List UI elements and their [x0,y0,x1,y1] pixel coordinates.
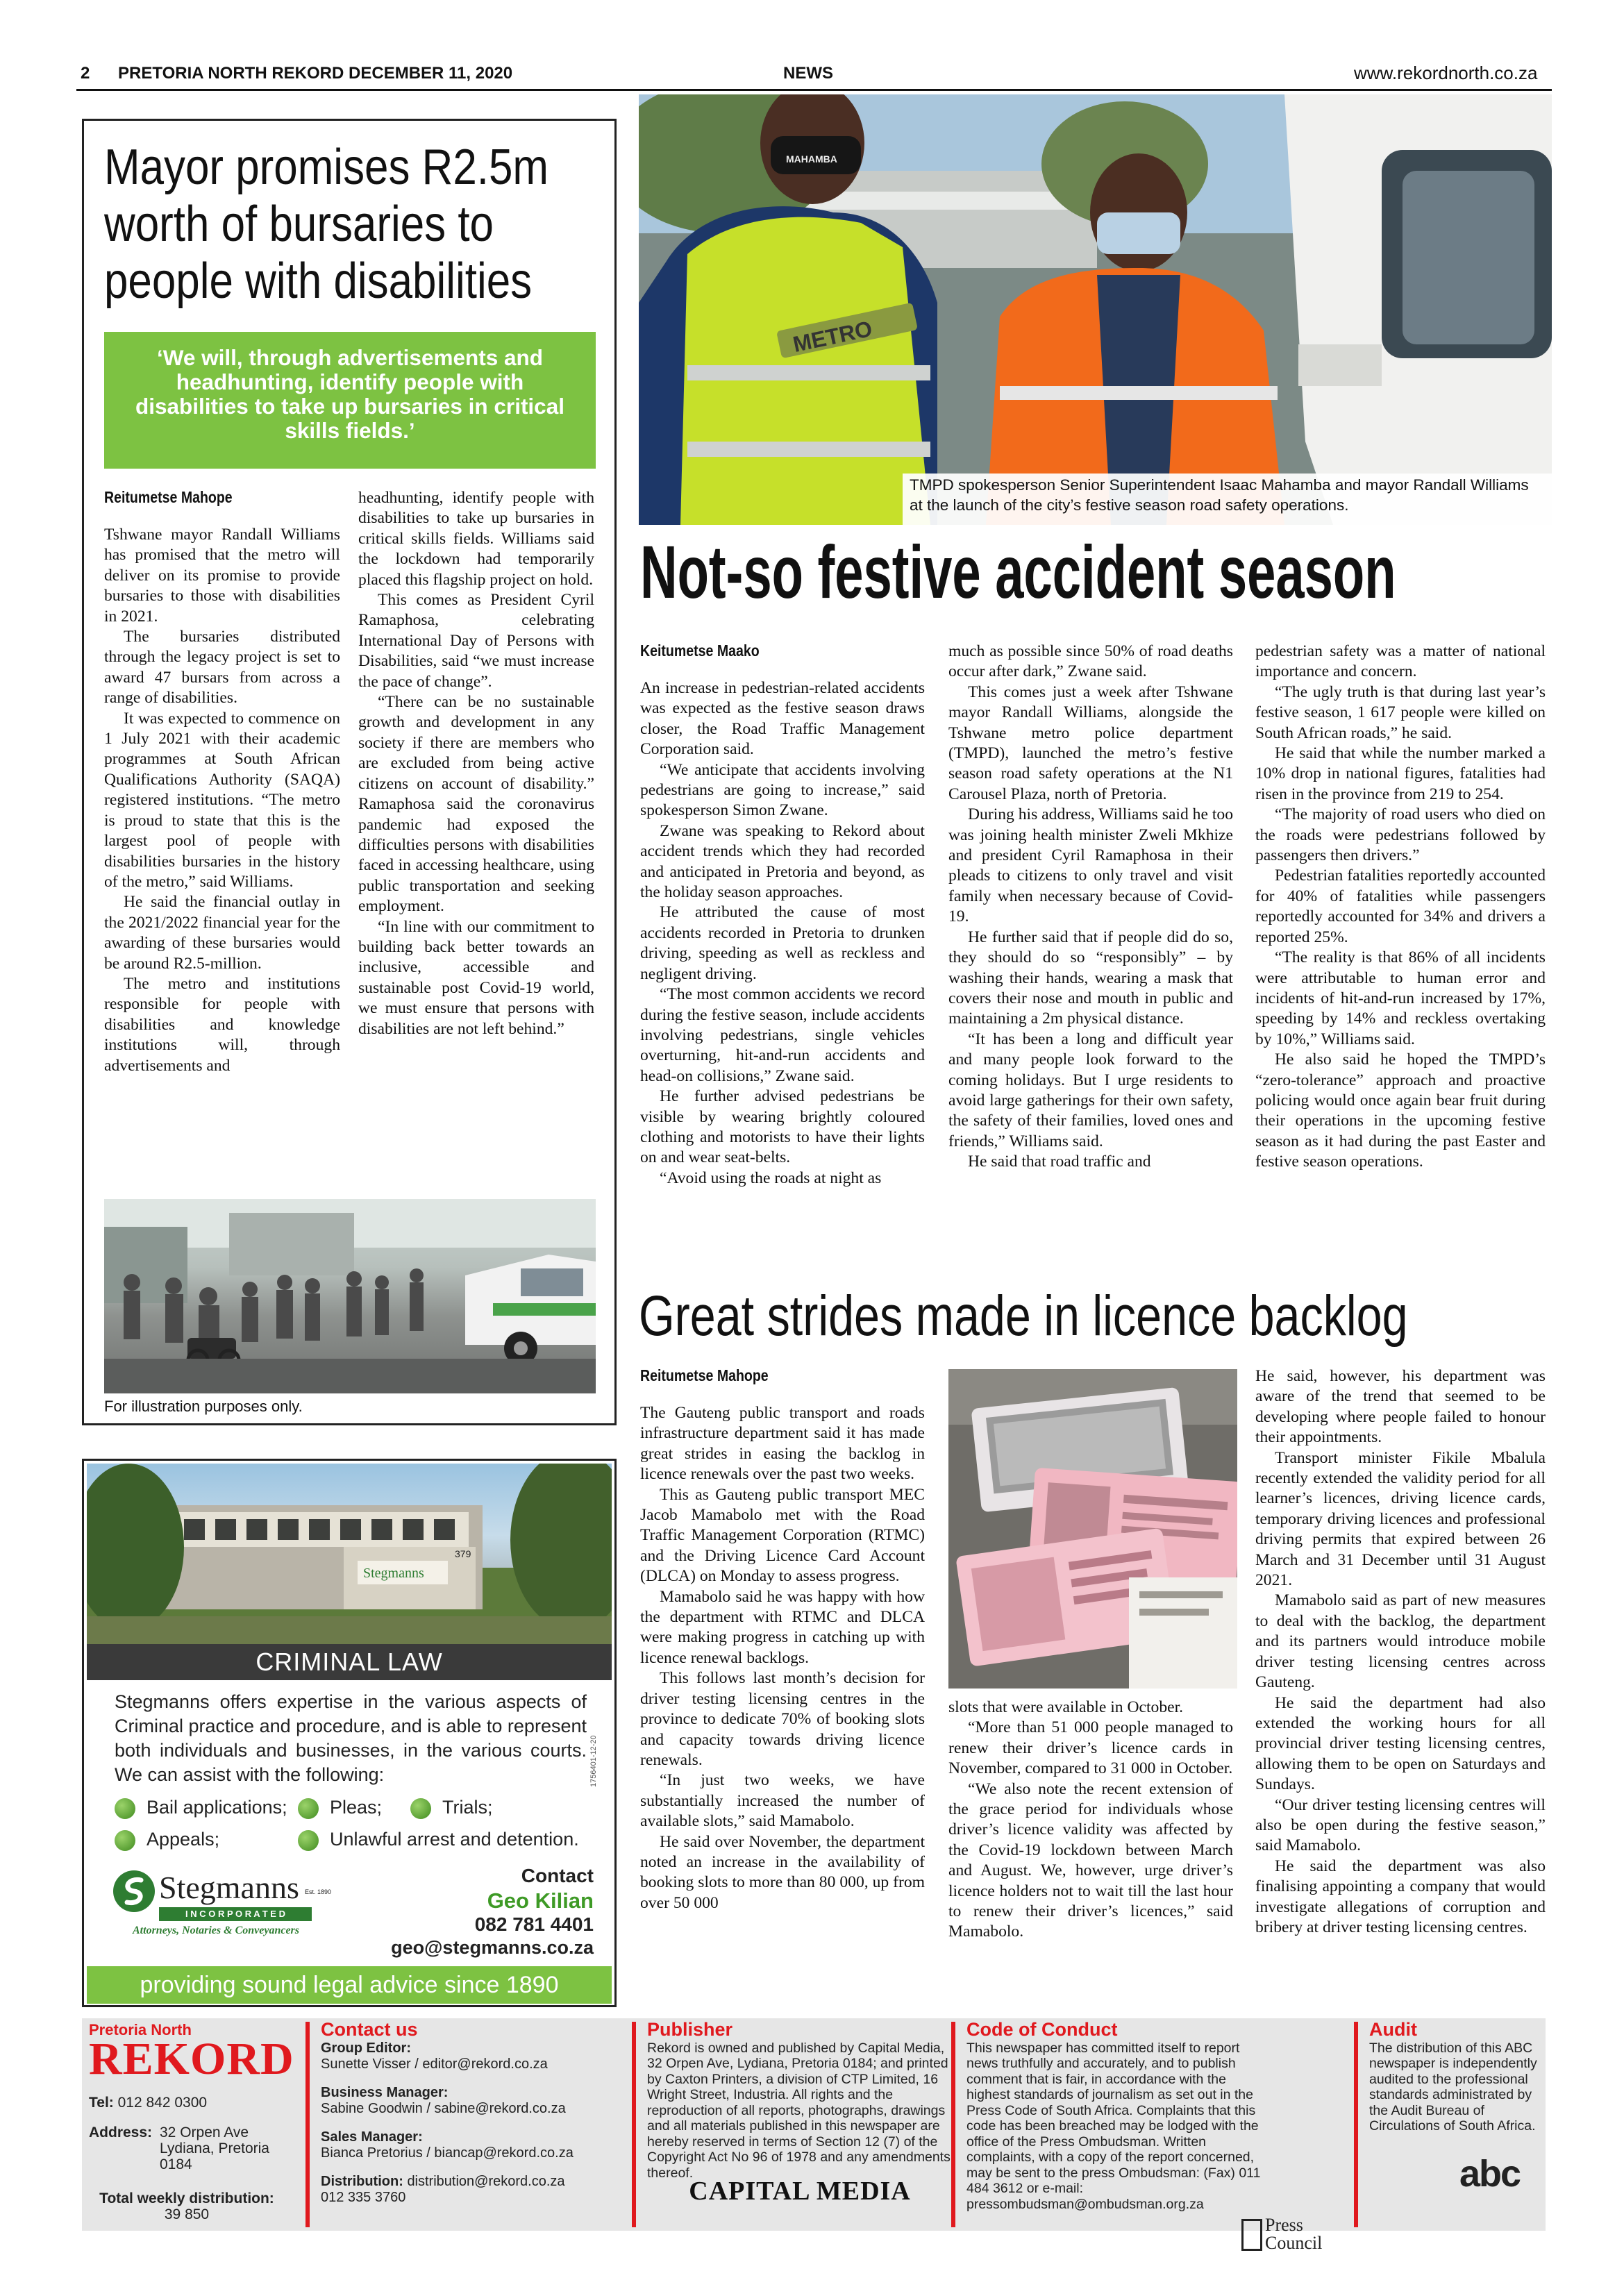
street-photo-illustration [104,1199,596,1393]
paragraph: He further said that if people did do so, they should do so “responsibly” – by washing their hands, wearing a mask that covers their nose and mouth in public and maintaining a 2m physical distance. [948,928,1233,1028]
mayor-headline-line2: worth of bursaries to [104,196,494,252]
contact-name: Geo Kilian [487,1888,594,1913]
mayor-col-2 [358,488,594,1039]
licence-col-3 [1255,1366,1546,1938]
mayor-byline: Reitumetse Mahope [104,488,233,506]
ad-banner: CRIMINAL LAW [87,1644,612,1680]
mayor-col-1 [104,488,340,1076]
building-number: 379 [455,1548,471,1559]
paragraph: He said the department had also extended the working hours for all provincial driver testing licensing centres, allowing them to be open on Saturdays and Sundays. [1255,1693,1546,1794]
firm-name: Stegmanns [159,1870,299,1905]
paragraph: He said the department was also finalising appointing a company that would investigate allegations of corruption and bribery at driver testing licensing centres. [1255,1857,1546,1936]
paragraph: An increase in pedestrian-related accidents was expected as the festive season draws closer, the Road Traffic Management Corporation said. [640,679,925,759]
footer-contact-col: Contact us Group Editor: Sunette Visser / editor@rekord.co.za Business Manager: Sabine Goodwin / sabine@rekord.co.za Sales Manager: Bianca Pretorius / biancap@rekord.co.za Distribution: distribution@rekord.co.za 012 335 3760 [321,2022,626,2206]
paragraph: “We also note the recent extension of the grace period for individuals whose driver’s licence validity was affected by the Covid-19 lockdown between March and August. We, however, urge driver’s licence holders not to wait till the last hour to renew their driver’s licences,” said Mamabolo. [948,1779,1233,1941]
footer-audit-col [1369,2019,1540,2195]
festive-headline: Not-so festive accident season [640,530,1396,614]
ad-service: Appeals; [115,1829,219,1851]
paragraph: It was expected to commence on 1 July 2021 with their academic programmes at South African Qualifications Authority (SAQA) registered institutions. “The metro is proud to state that this is the largest pool of people with disabilities bursaries in the history of the metro,” said Williams. [104,709,340,891]
footer-divider [632,2022,636,2227]
mayor-launch-photo [639,94,1552,525]
group-editor[interactable]: Sunette Visser / editor@rekord.co.za [321,2056,548,2072]
paragraph: He said that road traffic and [968,1153,1151,1171]
festive-col-1 [640,642,925,1189]
office-building-illustration [87,1464,612,1644]
festive-byline: Keitumetse Maako [640,642,760,660]
paragraph: The metro and institutions responsible for people with disabilities and knowledge institutions will, through advertisements and [104,974,340,1075]
footer-tel[interactable]: 012 842 0300 [117,2095,208,2111]
firm-est: Est. 1890 [305,1888,332,1895]
licence-cards-photo [948,1369,1237,1689]
paragraph: Tshwane mayor Randall Williams has promised that the metro will deliver on its promise to provide bursaries to those with disabilities in 2021. [104,526,340,626]
press-council-icon [1241,2219,1262,2251]
paragraph: headhunting, identify people with disabilities to take up bursaries in critical skills fields. Williams said the lockdown had temporarily placed this flagship project on hold. [358,489,594,589]
licence-col-1 [640,1366,925,1913]
paragraph: During his address, Williams said he too was joining health minister Zweli Mkhize and president Cyril Ramaphosa in their pleads to citizens to only travel and visit family when necessary because of Covid-19. [948,805,1233,926]
paragraph: much as possible since 50% of road deaths occur after dark,” Zwane said. [948,642,1233,681]
bullet-icon [115,1798,135,1819]
stegmanns-ad[interactable] [82,1459,617,2007]
mayor-headline-line3: people with disabilities [104,253,533,309]
footer-conduct-col [966,2019,1323,2254]
bullet-icon [410,1798,431,1819]
paragraph: “In just two weeks, we have substantially increased the number of available slots,” said Mamabolo. [640,1771,925,1831]
paragraph: “Avoid using the roads at night as [660,1168,882,1187]
footer-divider [951,2022,955,2227]
paragraph: “The most common accidents we record during the festive season, include accidents involving pedestrians, single vehicles overturning, hit-and-run accidents and head-on collisions,” Zwane said. [640,985,925,1085]
paragraph: pedestrian safety was a matter of national importance and concern. [1255,642,1546,681]
street-photo-caption: For illustration purposes only. [104,1398,303,1415]
paragraph: He said, however, his department was aware of the trend that seemed to be developing where people failed to honour their appointments. [1255,1367,1546,1447]
office-building-photo [87,1464,612,1644]
contact-phone[interactable]: 082 781 4401 [474,1913,594,1935]
paragraph: He said that while the number marked a 10% drop in national figures, fatalities had risen in the province from 219 to 254. [1255,744,1546,803]
press-council-logo: Press Council [1241,2216,1339,2254]
contact-email[interactable]: geo@stegmanns.co.za [391,1937,594,1958]
paragraph: “We anticipate that accidents involving pedestrians are going to increase,” said spokesperson Simon Zwane. [640,760,925,820]
festive-col-2 [948,642,1233,1173]
paper-date: PRETORIA NORTH REKORD DECEMBER 11, 2020 [118,64,513,83]
audit-title: Audit [1369,2019,1417,2040]
paragraph: This as Gauteng public transport MEC Jacob Mamabolo met with the Road Traffic Management Corporation (RTMC) and the Driving Licence Card Account (DLCA) on Monday to assess progress. [640,1485,925,1586]
distribution-email[interactable]: distribution@rekord.co.za [407,2174,565,2189]
paragraph: Transport minister Fikile Mbalula recently extended the validity period for all learner’s licences, driving licence cards, temporary driving licences and professional driving permits that expired between 26 March and 31 December until 31 August 2021. [1255,1448,1546,1590]
website: www.rekordnorth.co.za [1354,62,1538,83]
mayor-headline [104,139,621,310]
paragraph: This follows last month’s decision for driver testing licensing centres in the province to dedicate 70% of booking slots and capacity towards driving licence renewals. [640,1669,925,1769]
stegmanns-logo-icon [113,1870,155,1912]
mayor-pullquote: ‘We will, through advertisements and headhunting, identify people with disabilities to take up bursaries in critical skills fields.’ [104,332,596,469]
paragraph: This comes just a week after Tshwane mayor Randall Williams, alongside the Tshwane metro police department (TMPD), launched the metro’s festive season road safety operations at the N1 Carousel Plaza, north of Pretoria. [948,682,1233,803]
paragraph: The Gauteng public transport and roads infrastructure department said it has made great strides in easing the backlog in licence renewals over the past two weeks. [640,1404,925,1484]
ad-service: Unlawful arrest and detention. [298,1829,579,1851]
section-label: NEWS [783,64,833,83]
building-sign-text: Stegmanns [363,1566,424,1581]
page-number: 2 [81,64,90,83]
paragraph: “Our driver testing licensing centres will also be open during the festive season,” said Mamabolo. [1255,1795,1546,1855]
firm-tagline: Attorneys, Notaries & Conveyancers [133,1925,299,1936]
firm-incorporated: I N C O R P O R A T E D [159,1907,312,1921]
festive-col-3 [1255,642,1546,1173]
masthead-small: Pretoria North [89,2021,192,2038]
publisher-title: Publisher [647,2019,733,2040]
ad-intro: Stegmanns offers expertise in the various aspects of Criminal practice and procedure, and is able to represent both individuals and businesses, in the various courts. We can assist with the following: [115,1691,587,1785]
paragraph: “The majority of road users who died on the roads were pedestrians followed by passengers then drivers.” [1255,805,1546,865]
paragraph: He said the financial outlay in the 2021/2022 financial year for the awarding of these bursaries would be around R2.5-million. [104,893,340,973]
bullet-icon [115,1830,135,1851]
business-manager[interactable]: Sabine Goodwin / sabine@rekord.co.za [321,2101,566,2116]
licence-col-2 [948,1698,1233,1943]
paragraph: He also said he hoped the TMPD’s “zero-tolerance” approach and proactive policing would once again bear fruit during their operations in the upcoming festive season as it had during the past Easter and festive season operations. [1255,1050,1546,1171]
publisher-text: Rekord is owned and published by Capital Media, 32 Orpen Ave, Lydiana, Pretoria 0184; and printed by Caxton Printers, a division of CTP Limited, 16 Wright Street, Industria. All rights and the reproduction of all reports, photographs, drawings and all materials published in this newspaper are hereby reserved in terms of Section 12 (7) of the Copyright Act No 96 of 1978 and any amendments thereof. [647,2040,951,2181]
ad-service: Pleas; [298,1797,382,1819]
paragraph: “There can be no sustainable growth and development in any society if there are members who are excluded from being active citizens on account of disability.” Ramaphosa said the coronavirus pandemic had exposed the difficulties persons with disabilities faced in accessing healthcare, using public transportation and seeking employment. [358,693,594,916]
contact-label: Contact [521,1865,594,1886]
mayor-headline-line1: Mayor promises R2.5m [104,140,549,195]
bullet-icon [298,1798,319,1819]
paragraph: “The reality is that 86% of all incidents were attributable to human error and incidents of hit-and-run increased by 17%, speeding by 14% and reckless overtaking by 10%,” Williams said. [1255,948,1546,1048]
footer-divider [305,2022,310,2227]
paragraph: The bursaries distributed through the legacy project is set to award 47 bursars from across a range of disabilities. [104,628,340,707]
mayor-launch-illustration [639,94,1552,525]
licence-byline: Reitumetse Mahope [640,1366,769,1384]
conduct-title: Code of Conduct [966,2019,1118,2040]
sales-manager[interactable]: Bianca Pretorius / biancap@rekord.co.za [321,2145,574,2161]
paragraph: slots that were available in October. [948,1698,1184,1716]
ad-service: Bail applications; [115,1797,287,1819]
conduct-text: This newspaper has committed itself to report news truthfully and accurately, and to publish comment that is fair, in accordance with the highest standards of journalism as set out in the Press Code of South Africa. Complaints that this code has been breached may be lodged with the office of the Press Ombudsman. Written complaints, with a copy of the report concerned, may be sent to the press Ombudsman: (Fax) 011 484 3612 or e-mail: pressombudsman@ombudsman.org.za [966,2040,1261,2212]
capital-media-logo: CAPITAL MEDIA [689,2177,911,2206]
street-photo [104,1199,596,1393]
audit-text: The distribution of this ABC newspaper is independently audited to the professional standards administrated by the Audit Bureau of Circulations of South Africa. [1369,2040,1537,2134]
paragraph: He attributed the cause of most accidents recorded in Pretoria to drunken driving, speeding as well as reckless and negligent driving. [640,903,925,983]
contact-title: Contact us [321,2019,418,2040]
masthead-logo: REKORD [89,2034,294,2084]
licence-headline: Great strides made in licence backlog [639,1284,1408,1348]
paragraph: He said over November, the department noted an increase in the availability of booking slots to more than 80 000, up from over 50 000 [640,1832,925,1912]
paragraph: Pedestrian fatalities reportedly accounted for 40% of fatalities while passengers reportedly accounted for 34% and drivers a reported 25%. [1255,866,1546,946]
mask-text: MAHAMBA [786,153,837,165]
abc-logo: abc [1459,2152,1521,2195]
paragraph: “In line with our commitment to building back better towards an inclusive, accessible and sustainable post Covid-19 world, we must ensure that persons with disabilities are not left behind.” [358,917,594,1038]
paragraph: “More than 51 000 people managed to renew their driver’s licence cards in November, compared to 31 000 in October. [948,1718,1233,1778]
vest-text: METRO [790,315,875,358]
ad-service: Trials; [410,1797,493,1819]
paragraph: This comes as President Cyril Ramaphosa, celebrating International Day of Persons with Disabilities, said “we must increase the pace of change”. [358,591,594,691]
ad-slogan: providing sound legal advice since 1890 [87,1966,612,2004]
footer-masthead-col: Pretoria North REKORD Tel: 012 842 0300 Address: 32 Orpen Ave Lydiana, Pretoria 0184 Total weekly distribution: 39 850 [89,2022,297,2222]
paragraph: “It has been a long and difficult year and many people look forward to the coming holidays. But I urge residents to avoid large gatherings for their own safety, the safety of their families, loved ones and friends,” Williams said. [948,1030,1233,1150]
ad-reference: 1756401-12-20 [589,1735,598,1787]
licence-cards-illustration [948,1369,1237,1689]
bullet-icon [298,1830,319,1851]
paragraph: Mamabolo said he was happy with how the department with RTMC and DLCA were making progress in catching up with licence renewal backlogs. [640,1587,925,1667]
paragraph: He further advised pedestrians be visible by wearing brightly coloured clothing and motorists to have their lights on and wear seat-belts. [640,1087,925,1167]
mayor-launch-caption: TMPD spokesperson Senior Superintendent Isaac Mahamba and mayor Randall Williams at the launch of the city’s festive season road safety operations. [903,474,1552,525]
footer-publisher-col [647,2019,953,2206]
paragraph: Mamabolo said as part of new measures to deal with the backlog, the department and its partners would introduce mobile driver testing licensing centres across Gauteng. [1255,1591,1546,1692]
paragraph: “The ugly truth is that during last year’s festive season, 1 617 people were killed on South African roads,” he said. [1255,682,1546,742]
paragraph: Zwane was speaking to Rekord about accident trends which they had recorded and anticipated in Pretoria and beyond, as the holiday season approaches. [640,821,925,902]
header-rule [76,89,1552,91]
footer-divider [1354,2022,1358,2227]
